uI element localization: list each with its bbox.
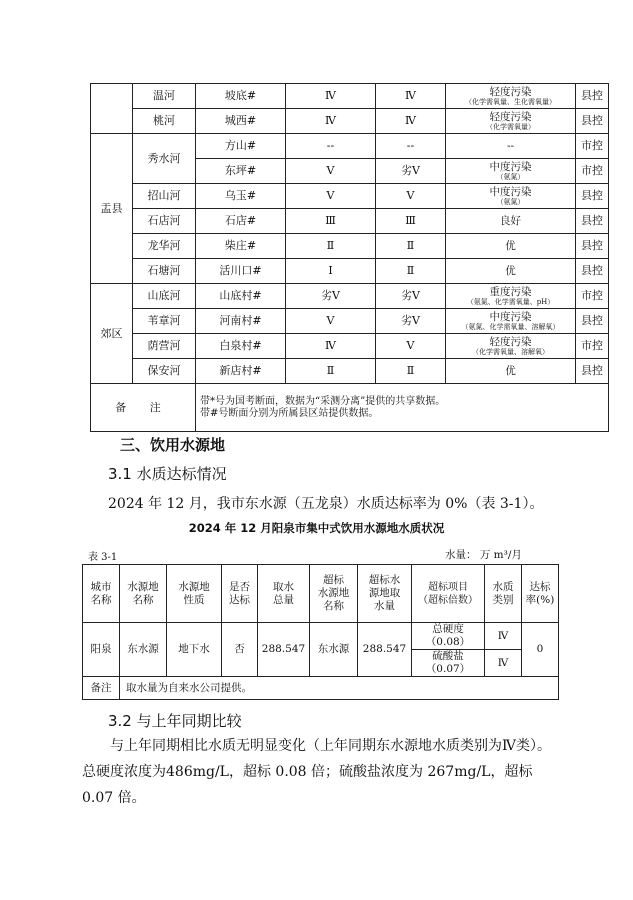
grade-prev-cell: Ⅳ [376, 109, 446, 134]
exceed-volume-cell: 288.547 [358, 623, 412, 677]
header-line: 总量 [273, 593, 294, 606]
table-row [91, 109, 609, 134]
river-cell: 石店河 [133, 209, 196, 234]
river-cell: 保安河 [133, 359, 196, 384]
paragraph-comparison: 与上年同期相比水质无明显变化（上年同期东水源地水质类别为Ⅳ类）。总硬度浓度为486mg/L，超标 0.08 倍；硫酸盐浓度为 267mg/L，超标 0.07 倍。 [82, 738, 551, 806]
grade-cell: Ⅳ [485, 623, 522, 650]
compliant-cell: 否 [222, 623, 258, 677]
exceed-item-cell [412, 623, 485, 650]
total-cell: 288.547 [258, 623, 310, 677]
subsection-heading-3-1: 3.1 水质达标情况 [108, 465, 227, 483]
exceed-source-cell: 东水源 [310, 623, 358, 677]
river-quality-table [90, 83, 609, 432]
header-line: 性质 [183, 593, 205, 606]
pollution-level: 优 [505, 240, 516, 252]
pollution-level: 重度污染 [489, 285, 532, 298]
table-row [91, 209, 609, 234]
header-line: 水源地 [127, 580, 159, 593]
exceed-item-cell [412, 650, 485, 677]
pollution-cell [446, 359, 576, 384]
river-cell: 石塘河 [133, 259, 196, 284]
header-cell [485, 565, 522, 623]
exceed-item-factor: （0.07） [425, 663, 471, 675]
header-line: （超标倍数） [418, 594, 478, 606]
section-cell: 坡底# [196, 84, 286, 109]
header-line: 名称 [132, 593, 154, 606]
county-cell: 郊区 [91, 284, 133, 384]
section-cell: 方山# [196, 134, 286, 159]
header-cell [358, 565, 412, 623]
pollution-level: 轻度污染 [489, 110, 532, 123]
grade-now-cell: Ⅱ [286, 359, 376, 384]
pollution-level: 优 [505, 365, 516, 377]
table-row [91, 184, 609, 209]
table-row [91, 259, 609, 284]
header-line: 超标 [323, 574, 344, 586]
pollution-factors: （氨氮） [496, 172, 525, 181]
pollution-level: 中度污染 [489, 310, 532, 323]
grade-prev-cell: 劣Ⅴ [376, 284, 446, 309]
grade-prev-cell: Ⅱ [376, 359, 446, 384]
section-heading: 三、饮用水源地 [120, 436, 226, 454]
table-row [91, 359, 609, 384]
pollution-level: 中度污染 [489, 185, 532, 198]
note-label: 备注 [83, 677, 120, 700]
grade-now-cell: 劣Ⅴ [286, 284, 376, 309]
section-cell: 山底村# [196, 284, 286, 309]
pollution-cell [446, 284, 576, 309]
section-cell: 东坪# [196, 159, 286, 184]
control-level-cell: 县控 [576, 209, 609, 234]
grade-now-cell: Ⅴ [286, 184, 376, 209]
grade-prev-cell: 劣Ⅴ [376, 159, 446, 184]
pollution-cell [446, 134, 576, 159]
table-row [91, 234, 609, 259]
control-level-cell: 市控 [576, 284, 609, 309]
note-line: 带*号为国考断面，数据为“采测分离”提供的共享数据。 [200, 395, 446, 407]
grade-now-cell: Ⅰ [286, 259, 376, 284]
header-cell [120, 565, 167, 623]
grade-prev-cell: Ⅴ [376, 184, 446, 209]
control-level-cell: 县控 [576, 109, 609, 134]
table-header-row [83, 565, 559, 623]
table-caption: 2024 年 12 月阳泉市集中式饮用水源地水质状况 [188, 521, 445, 535]
section-cell: 乌玉# [196, 184, 286, 209]
table-row [83, 623, 559, 650]
header-line: 类别 [492, 593, 514, 606]
pollution-factors: （化学需氧量、溶解氧） [472, 347, 549, 356]
control-level-cell: 市控 [576, 134, 609, 159]
river-cell: 温河 [133, 84, 196, 109]
section-cell: 白泉村# [196, 334, 286, 359]
control-level-cell: 市控 [576, 334, 609, 359]
pollution-level: 优 [505, 265, 516, 277]
header-line: 超标项目 [428, 581, 468, 593]
grade-cell: Ⅳ [485, 650, 522, 677]
pollution-level: 中度污染 [489, 160, 532, 173]
grade-prev-cell: Ⅱ [376, 259, 446, 284]
pollution-factors: （化学需氧量） [486, 122, 535, 131]
section-cell: 石店# [196, 209, 286, 234]
header-line: 达标 [229, 593, 250, 606]
pollution-level: 良好 [500, 215, 521, 227]
control-level-cell: 县控 [576, 184, 609, 209]
table-row [91, 309, 609, 334]
header-line: 超标水 [368, 574, 401, 586]
header-line: 率(%) [525, 593, 555, 606]
county-cell: 盂县 [91, 134, 133, 284]
exceed-item-name: 总硬度 [432, 623, 464, 635]
pollution-cell [446, 209, 576, 234]
river-cell: 荫营河 [133, 334, 196, 359]
header-cell [310, 565, 358, 623]
pollution-cell [446, 159, 576, 184]
header-cell [412, 565, 485, 623]
table-note-row [91, 384, 609, 432]
header-line: 水质 [492, 580, 514, 593]
pollution-cell [446, 259, 576, 284]
pollution-level: -- [506, 140, 515, 152]
grade-prev-cell: -- [376, 134, 446, 159]
table-row [91, 284, 609, 309]
control-level-cell: 县控 [576, 234, 609, 259]
river-cell: 龙华河 [133, 234, 196, 259]
header-line: 名称 [90, 593, 112, 606]
header-line: 取水 [273, 580, 294, 593]
grade-now-cell: Ⅱ [286, 234, 376, 259]
pollution-level: 轻度污染 [489, 335, 532, 348]
header-line: 名称 [323, 600, 344, 612]
rate-cell: 0 [522, 623, 559, 677]
note-line: 带#号断面分别为所属县区站提供数据。 [200, 407, 379, 419]
grade-now-cell: Ⅳ [286, 84, 376, 109]
header-line: 是否 [229, 580, 250, 593]
pollution-cell [446, 309, 576, 334]
header-line: 城市 [90, 580, 112, 593]
section-cell: 柴庄# [196, 234, 286, 259]
header-cell [222, 565, 258, 623]
table-number: 表 3-1 [88, 552, 118, 563]
pollution-level: 轻度污染 [489, 85, 532, 98]
header-cell [83, 565, 120, 623]
section-cell: 新店村# [196, 359, 286, 384]
source-cell: 东水源 [120, 623, 167, 677]
paragraph-compliance: 2024 年 12 月，我市东水源（五龙泉）水质达标率为 0%（表 3-1）。 [108, 496, 544, 512]
grade-now-cell: Ⅳ [286, 334, 376, 359]
grade-now-cell: Ⅴ [286, 309, 376, 334]
note-label: 备 注 [91, 384, 196, 432]
control-level-cell: 县控 [576, 84, 609, 109]
pollution-cell [446, 109, 576, 134]
header-cell [522, 565, 559, 623]
pollution-cell [446, 234, 576, 259]
header-line: 水源地 [317, 587, 350, 599]
table-row [91, 84, 609, 109]
control-level-cell: 县控 [576, 309, 609, 334]
drinking-water-table [82, 564, 559, 700]
header-line: 水源地 [178, 580, 210, 593]
pollution-cell [446, 184, 576, 209]
section-cell: 城西# [196, 109, 286, 134]
city-cell: 阳泉 [83, 623, 120, 677]
section-cell: 河南村# [196, 309, 286, 334]
unit-label: 水量： 万 m³/月 [445, 549, 522, 561]
table-note-row [83, 677, 559, 700]
river-cell: 苇章河 [133, 309, 196, 334]
header-line: 达标 [529, 580, 551, 593]
pollution-factors: （化学需氧量、生化需氧量） [465, 97, 556, 106]
table-row [91, 334, 609, 359]
pollution-factors: （氨氮、化学需氧量、pH） [466, 297, 555, 306]
river-cell: 山底河 [133, 284, 196, 309]
grade-now-cell: -- [286, 134, 376, 159]
grade-prev-cell: Ⅳ [376, 84, 446, 109]
note-text: 取水量为自来水公司提供。 [120, 677, 559, 700]
grade-prev-cell: 劣Ⅴ [376, 309, 446, 334]
river-cell: 招山河 [133, 184, 196, 209]
exceed-item-name: 硫酸盐 [432, 650, 464, 662]
header-cell [167, 565, 222, 623]
header-line: 源地取 [368, 587, 401, 599]
river-quality-table-body [91, 84, 609, 432]
river-cell: 秀水河 [133, 134, 196, 184]
control-level-cell: 县控 [576, 359, 609, 384]
pollution-cell [446, 84, 576, 109]
grade-now-cell: Ⅲ [286, 209, 376, 234]
control-level-cell: 市控 [576, 159, 609, 184]
county-cell [91, 84, 133, 134]
pollution-cell [446, 334, 576, 359]
exceed-item-factor: （0.08） [425, 636, 471, 648]
header-cell [258, 565, 310, 623]
control-level-cell: 县控 [576, 259, 609, 284]
nature-cell: 地下水 [167, 623, 222, 677]
table-row [91, 134, 609, 159]
grade-prev-cell: Ⅲ [376, 209, 446, 234]
pollution-factors: （氨氮、化学需氧量、溶解氧） [461, 322, 560, 331]
section-cell: 活川口# [196, 259, 286, 284]
note-text [196, 384, 609, 432]
grade-prev-cell: Ⅴ [376, 334, 446, 359]
header-line: 水量 [374, 600, 395, 612]
subsection-heading-3-2: 3.2 与上年同期比较 [108, 712, 242, 730]
pollution-factors: （氨氮） [496, 197, 525, 206]
grade-now-cell: Ⅳ [286, 109, 376, 134]
river-cell: 桃河 [133, 109, 196, 134]
grade-now-cell: Ⅴ [286, 159, 376, 184]
grade-prev-cell: Ⅱ [376, 234, 446, 259]
